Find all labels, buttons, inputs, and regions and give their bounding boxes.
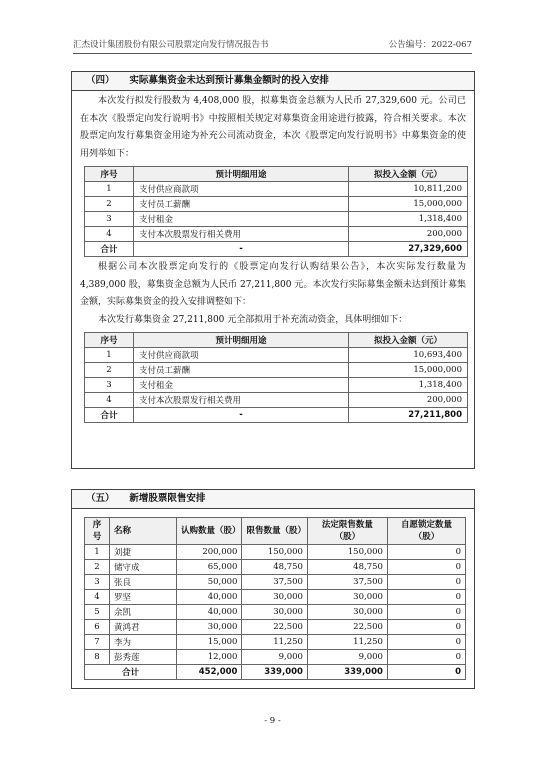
table-header-row (85, 167, 468, 182)
cell-amount: 200,000 (349, 227, 468, 242)
cell-seq: 4 (85, 590, 110, 605)
cell-subscribed: 40,000 (177, 590, 242, 605)
cell-seq: 5 (85, 605, 110, 620)
cell-seq: 3 (85, 575, 110, 590)
cell-voluntary: 0 (387, 545, 465, 560)
cell-subscribed: 50,000 (177, 575, 242, 590)
col-seq: 序号 (85, 333, 134, 348)
cell-subscribed: 12,000 (177, 650, 242, 665)
cell-total-amount: 27,211,800 (349, 408, 468, 423)
cell-amount: 15,000,000 (349, 197, 468, 212)
col-voluntary: 自愿锁定数量（股） (387, 518, 465, 545)
col-amount: 拟投入金额（元） (349, 167, 468, 182)
cell-total-label: 合计 (85, 665, 177, 680)
table-row (85, 620, 466, 635)
cell-use: 支付本次股票发行相关费用 (134, 393, 349, 408)
cell-seq: 2 (85, 363, 134, 378)
cell-statutory: 30,000 (307, 605, 387, 620)
cell-use: 支付租金 (134, 212, 349, 227)
col-statutory: 法定限售数量（股） (307, 518, 387, 545)
cell-restricted: 11,250 (242, 635, 307, 650)
cell-total-use: - (134, 242, 349, 257)
cell-name: 罗坚 (110, 590, 177, 605)
cell-voluntary: 0 (387, 650, 465, 665)
cell-total-restricted: 339,000 (242, 665, 307, 680)
cell-amount: 15,000,000 (349, 363, 468, 378)
cell-subscribed: 200,000 (177, 545, 242, 560)
cell-total-amount: 27,329,600 (349, 242, 468, 257)
section-5-title-text: 新增股票限售安排 (129, 493, 206, 504)
cell-seq: 1 (85, 545, 110, 560)
cell-seq: 1 (85, 182, 134, 197)
cell-name: 余凯 (110, 605, 177, 620)
cell-total-subscribed: 452,000 (177, 665, 242, 680)
cell-restricted: 22,500 (242, 620, 307, 635)
lockup-table (84, 517, 466, 680)
cell-seq: 2 (85, 197, 134, 212)
col-subscribed: 认购数量（股） (177, 518, 242, 545)
table-header-row (85, 333, 468, 348)
cell-name: 刘捷 (110, 545, 177, 560)
cell-seq: 1 (85, 348, 134, 363)
cell-statutory: 9,000 (307, 650, 387, 665)
table-row (85, 348, 468, 363)
cell-statutory: 11,250 (307, 635, 387, 650)
cell-subscribed: 15,000 (177, 635, 242, 650)
cell-use: 支付供应商款项 (134, 348, 349, 363)
cell-restricted: 150,000 (242, 545, 307, 560)
table-row (85, 545, 466, 560)
page-header (73, 38, 472, 54)
cell-total-statutory: 339,000 (307, 665, 387, 680)
section-4-para-2: 根据公司本次股票定向发行的《股票定向发行认购结果公告》，本次实际发行数量为 4,389,000 股，募集资金总额为人民币 27,211,800 元。本次发行实际募集金额未达到预计募集金额，实际募集资金的投入安排调整如下： (80, 262, 466, 307)
planned-use-table (84, 166, 468, 257)
cell-use: 支付员工薪酬 (134, 197, 349, 212)
col-seq: 序号 (85, 518, 110, 545)
table-row (85, 560, 466, 575)
cell-amount: 10,693,400 (349, 348, 468, 363)
cell-restricted: 9,000 (242, 650, 307, 665)
section-4-para-3: 本次发行募集资金 27,211,800 元全部拟用于补充流动资金，具体明细如下： (98, 314, 408, 325)
cell-restricted: 30,000 (242, 605, 307, 620)
cell-subscribed: 40,000 (177, 605, 242, 620)
cell-voluntary: 0 (387, 575, 465, 590)
cell-amount: 10,811,200 (349, 182, 468, 197)
table-row (85, 635, 466, 650)
section-4-number: （四） (86, 75, 115, 86)
table-header-row (85, 518, 466, 545)
cell-total-voluntary: 0 (387, 665, 465, 680)
cell-restricted: 37,500 (242, 575, 307, 590)
col-use: 预计明细用途 (134, 333, 349, 348)
cell-seq: 6 (85, 620, 110, 635)
cell-statutory: 30,000 (307, 590, 387, 605)
section-5-box (71, 489, 475, 689)
cell-use: 支付租金 (134, 378, 349, 393)
cell-name: 张良 (110, 575, 177, 590)
cell-statutory: 37,500 (307, 575, 387, 590)
section-4-box (71, 71, 475, 469)
cell-subscribed: 65,000 (177, 560, 242, 575)
cell-voluntary: 0 (387, 605, 465, 620)
cell-use: 支付员工薪酬 (134, 363, 349, 378)
section-5-title (72, 490, 474, 509)
page-number: - 9 - (264, 716, 281, 726)
table-row (85, 197, 468, 212)
cell-statutory: 22,500 (307, 620, 387, 635)
col-name: 名称 (110, 518, 177, 545)
cell-total-use: - (134, 408, 349, 423)
cell-name: 储守成 (110, 560, 177, 575)
cell-amount: 1,318,400 (349, 378, 468, 393)
table-row (85, 393, 468, 408)
table-row (85, 212, 468, 227)
header-company: 汇杰设计集团股份有限公司股票定向发行情况报告书 (73, 40, 269, 50)
table-row (85, 605, 466, 620)
cell-name: 彭秀莲 (110, 650, 177, 665)
section-4-para-1: 本次发行拟发行股数为 4,408,000 股，拟募集资金总额为人民币 27,329,600 元。公司已在本次《股票定向发行说明书》中按照相关规定对募集资金用途进行披露，符合相关要求。本次股票定向发行募集资金用途为补充公司流动资金，本次《股票定向发行说明书》中募集资金的使用列举如下： (80, 96, 466, 159)
cell-total-label: 合计 (85, 242, 134, 257)
cell-total-label: 合计 (85, 408, 134, 423)
cell-seq: 2 (85, 560, 110, 575)
cell-seq: 7 (85, 635, 110, 650)
table-row (85, 575, 466, 590)
table-row (85, 363, 468, 378)
cell-statutory: 48,750 (307, 560, 387, 575)
cell-name: 李为 (110, 635, 177, 650)
col-use: 预计明细用途 (134, 167, 349, 182)
cell-restricted: 48,750 (242, 560, 307, 575)
cell-seq: 3 (85, 378, 134, 393)
table-row (85, 378, 468, 393)
col-restricted: 限售数量（股） (242, 518, 307, 545)
cell-voluntary: 0 (387, 635, 465, 650)
section-4-title (72, 72, 474, 91)
cell-amount: 200,000 (349, 393, 468, 408)
cell-statutory: 150,000 (307, 545, 387, 560)
cell-name: 黄鸿君 (110, 620, 177, 635)
adjusted-use-table (84, 332, 468, 423)
table-row (85, 182, 468, 197)
cell-voluntary: 0 (387, 560, 465, 575)
table-total-row (85, 242, 468, 257)
cell-voluntary: 0 (387, 620, 465, 635)
table-total-row (85, 665, 466, 680)
cell-amount: 1,318,400 (349, 212, 468, 227)
cell-seq: 4 (85, 393, 134, 408)
cell-seq: 8 (85, 650, 110, 665)
cell-voluntary: 0 (387, 590, 465, 605)
cell-subscribed: 30,000 (177, 620, 242, 635)
table-row (85, 590, 466, 605)
cell-restricted: 30,000 (242, 590, 307, 605)
col-seq: 序号 (85, 167, 134, 182)
cell-use: 支付供应商款项 (134, 182, 349, 197)
header-announcement-no: 公告编号：2022-067 (388, 40, 472, 50)
cell-seq: 4 (85, 227, 134, 242)
section-5-number: （五） (86, 493, 115, 504)
table-row (85, 650, 466, 665)
col-amount: 拟投入金额（元） (349, 333, 468, 348)
cell-seq: 3 (85, 212, 134, 227)
cell-use: 支付本次股票发行相关费用 (134, 227, 349, 242)
section-4-title-text: 实际募集资金未达到预计募集金额时的投入安排 (129, 75, 329, 86)
table-row (85, 227, 468, 242)
table-total-row (85, 408, 468, 423)
